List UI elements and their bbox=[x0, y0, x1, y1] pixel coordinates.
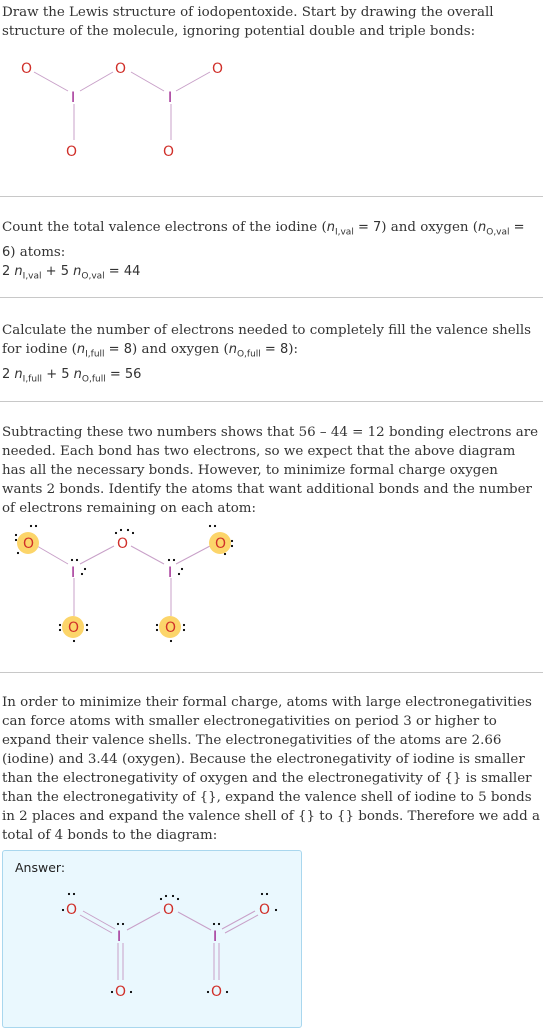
skeleton-diagram bbox=[0, 50, 543, 220]
atom-o3: O bbox=[215, 536, 227, 552]
atom-i1: I bbox=[71, 90, 76, 106]
double-bond-o1-i1-a bbox=[83, 911, 115, 929]
atom-o2: O bbox=[117, 536, 129, 552]
double-bond-o1-i1-b bbox=[80, 915, 112, 933]
bond-i2-o3 bbox=[176, 72, 210, 91]
atom-i2: I bbox=[168, 565, 173, 581]
step1-text bbox=[2, 3, 541, 41]
atom-i1: I bbox=[71, 565, 76, 581]
atom-o2: O bbox=[163, 902, 175, 918]
step2-text bbox=[2, 218, 541, 286]
atom-o1: O bbox=[21, 61, 33, 77]
step2-formula: 2 $n_{I,val} + 5$ $n_{O,val} = 44$ bbox=[2, 263, 141, 282]
atom-o5: O bbox=[163, 144, 175, 160]
atom-o3: O bbox=[259, 902, 271, 918]
highlight-diagram bbox=[0, 520, 543, 650]
step3-text bbox=[2, 321, 541, 389]
atom-o5: O bbox=[211, 984, 223, 1000]
atom-o4: O bbox=[115, 984, 127, 1000]
answer-label: Answer: bbox=[15, 860, 66, 875]
atom-o1: O bbox=[23, 536, 35, 552]
divider-2 bbox=[0, 297, 543, 298]
step3-formula: 2 $n_{I,full} + 5$ $n_{O,full} = 56$ bbox=[2, 366, 142, 385]
step2-paragraph: Count the total valence electrons of the iodine $(n_{I,val} = 7)$ and oxygen $(n_{O,val} = 6)$ atoms: bbox=[2, 220, 525, 260]
answer-diagram bbox=[0, 880, 543, 1020]
atom-o4: O bbox=[66, 144, 78, 160]
atom-o3: O bbox=[212, 61, 224, 77]
divider-3 bbox=[0, 401, 543, 402]
double-bond-i2-o3-b bbox=[225, 915, 258, 933]
atom-o1: O bbox=[66, 902, 78, 918]
answer-bonds bbox=[80, 911, 258, 980]
divider-1 bbox=[0, 196, 543, 197]
single-bond-i1-o2 bbox=[127, 912, 160, 930]
highlight-bonds bbox=[37, 546, 210, 616]
atom-i2: I bbox=[168, 90, 173, 106]
atom-i1: I bbox=[117, 929, 122, 945]
bond-o1-i1 bbox=[34, 72, 68, 91]
atom-o4: O bbox=[68, 620, 80, 636]
atom-o2: O bbox=[115, 61, 127, 77]
bond-o2-i2 bbox=[131, 72, 164, 91]
bond-i1-o2 bbox=[80, 72, 113, 91]
step5-paragraph: In order to minimize their formal charge, atoms with large electronegativities can force atoms with smaller electronegativities on period 3 or higher to expand their valence shells. The electronegativities of the atoms are 2.66 (iodine) and 3.44 (oxygen). Because the electronegativity of iodine is smaller than the electronegativity of oxygen and the electronegativity of {} is smaller than the electronegativity of {}, expand the valence shell of iodine to 5 bonds in 2 places and expand the valence shell of {} to {} bonds. Therefore we add a total of 4 bonds to the diagram: bbox=[2, 695, 540, 843]
step5-text bbox=[2, 693, 541, 845]
single-bond-o2-i2 bbox=[178, 912, 211, 930]
atom-o5: O bbox=[165, 620, 177, 636]
atom-i2: I bbox=[213, 929, 218, 945]
double-bond-i2-o3-a bbox=[222, 911, 255, 929]
skeleton-bonds bbox=[34, 72, 210, 140]
step3-paragraph: Calculate the number of electrons needed to completely fill the valence shells for iodine $(n_{I,full} = 8)$ and oxygen $(n_{O,full} = 8)$: bbox=[2, 323, 532, 360]
step1-paragraph: Draw the Lewis structure of iodopentoxide. Start by drawing the overall structure of the molecule, ignoring potential double and triple bonds: bbox=[2, 5, 494, 39]
step4-text bbox=[2, 423, 541, 518]
step4-paragraph: Subtracting these two numbers shows that 56 – 44 = 12 bonding electrons are needed. Each bond has two electrons, so we expect that the above diagram has all the necessary bonds. However, to minimize formal charge oxygen wants 2 bonds. Identify the atoms that want additional bonds and the number of electrons remaining on each atom: bbox=[2, 425, 539, 516]
divider-4 bbox=[0, 672, 543, 673]
